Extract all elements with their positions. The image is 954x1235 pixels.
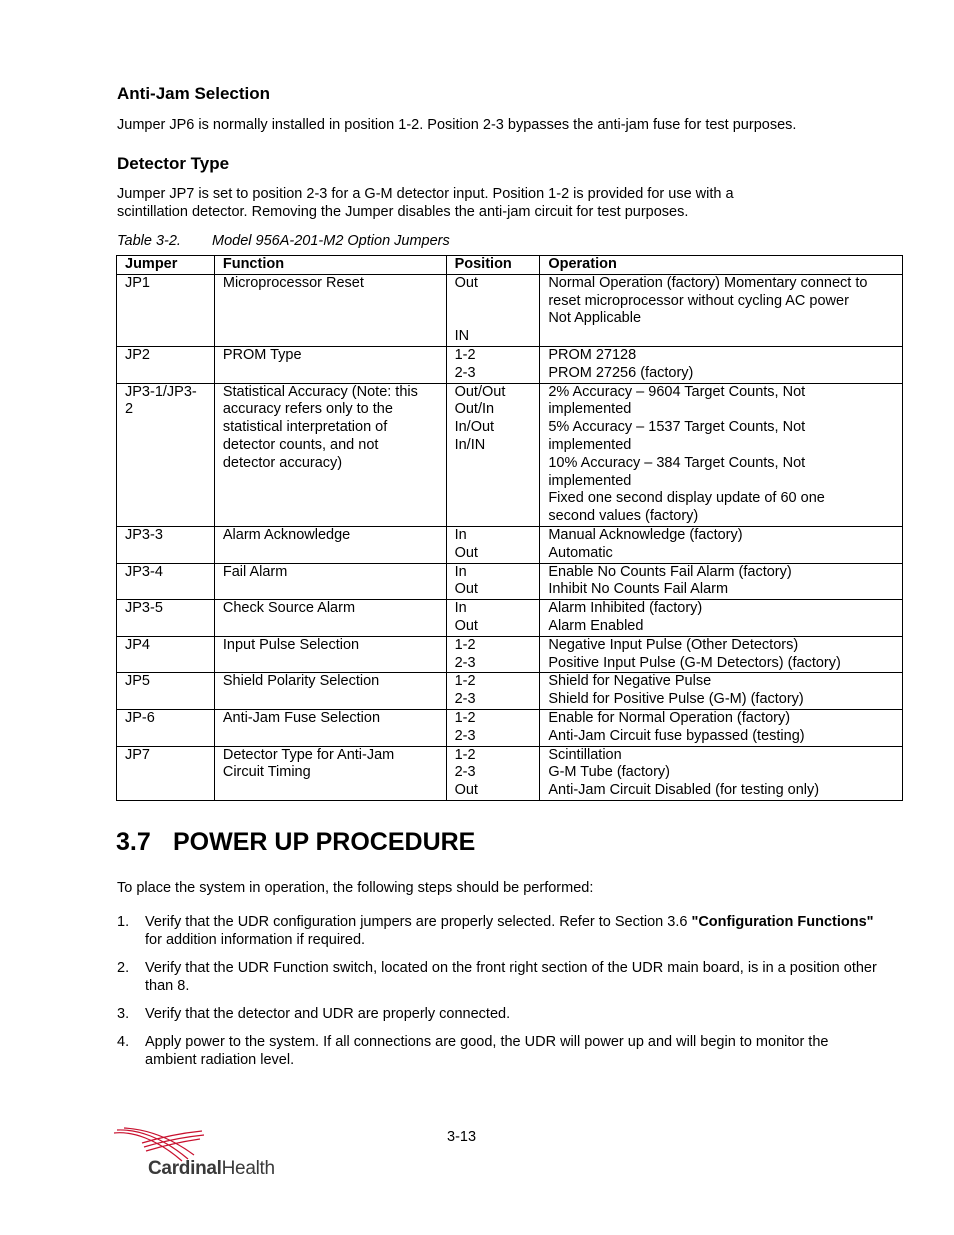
operation-line: Shield for Positive Pulse (G-M) (factory): [548, 691, 804, 708]
cell-position: [446, 673, 540, 710]
section-number: 3.7: [116, 828, 151, 856]
cell-position: [446, 526, 540, 563]
cell-position: [446, 636, 540, 673]
operation-line: 10% Accuracy – 384 Target Counts, Not: [548, 454, 806, 471]
position-line: In: [454, 600, 467, 617]
cell-position: [446, 346, 540, 383]
step-reference: "Configuration Functions": [691, 914, 874, 930]
power-up-intro: To place the system in operation, the following steps should be performed:: [117, 880, 594, 896]
detector-type-heading: Detector Type: [117, 154, 230, 173]
cell-position: [446, 274, 540, 346]
cell-function: [214, 563, 446, 600]
operation-line: 2% Accuracy – 9604 Target Counts, Not: [548, 383, 806, 400]
table-row: [117, 709, 903, 746]
operation-line: implemented: [548, 436, 632, 453]
function-line: Anti-Jam Fuse Selection: [222, 709, 381, 726]
cell-function: [214, 346, 446, 383]
step-text: Apply power to the system. If all connections are good, the UDR will power up and will begin to monitor the ambient radiation level.: [145, 1034, 829, 1068]
function-line: Input Pulse Selection: [222, 636, 360, 653]
cell-operation: [540, 383, 903, 526]
operation-line: Normal Operation (factory) Momentary connect to: [548, 274, 868, 291]
step-item: [117, 913, 877, 949]
operation-line: reset microprocessor without cycling AC power: [548, 292, 849, 309]
cell-position: [446, 746, 540, 800]
table-row: [117, 600, 903, 637]
step-text: Verify that the UDR Function switch, located on the front right section of the UDR main board, is in a position other than 8.: [145, 960, 877, 994]
position-line: In/Out: [454, 419, 495, 436]
position-line: Out/In: [454, 401, 495, 418]
function-line: Fail Alarm: [222, 563, 288, 580]
table-row: [117, 526, 903, 563]
function-line: Alarm Acknowledge: [222, 526, 351, 543]
step-text: Verify that the UDR configuration jumpers are properly selected. Refer to Section 3.6: [145, 914, 692, 930]
operation-line: Shield for Negative Pulse: [548, 673, 712, 690]
cell-function: [214, 600, 446, 637]
operation-line: Negative Input Pulse (Other Detectors): [548, 636, 799, 653]
section-heading: POWER UP PROCEDURE: [173, 828, 476, 856]
jumper-line: JP3-1/JP3-: [125, 383, 197, 400]
position-line: 1-2: [454, 709, 476, 726]
position-line: 2-3: [454, 654, 476, 671]
cell-operation: [540, 346, 903, 383]
step-item: [117, 1033, 877, 1069]
detector-type-text-line2: scintillation detector. Removing the Jumper disables the anti-jam circuit for test purposes.: [117, 204, 689, 220]
table-caption-title: Model 956A-201-M2 Option Jumpers: [212, 233, 450, 249]
step-number: 1.: [117, 914, 130, 930]
position-line: 1-2: [454, 636, 476, 653]
header-function: Function: [214, 256, 446, 275]
cell-operation: [540, 673, 903, 710]
jumper-line: JP2: [125, 346, 150, 363]
cell-jumper: [117, 346, 215, 383]
cell-function: [214, 673, 446, 710]
function-line: Microprocessor Reset: [222, 274, 364, 291]
step-text: Verify that the detector and UDR are properly connected.: [145, 1006, 511, 1022]
jumper-line: JP1: [125, 274, 150, 291]
jumper-line: JP4: [125, 636, 150, 653]
table-header-row: [117, 256, 903, 275]
operation-line: PROM 27128: [548, 346, 637, 363]
logo-wordmark: [148, 1158, 275, 1180]
position-line: In: [454, 526, 467, 543]
table-row: [117, 383, 903, 526]
cell-function: [214, 746, 446, 800]
cell-jumper: [117, 600, 215, 637]
jumper-line: JP3-4: [125, 563, 163, 580]
cell-function: [214, 709, 446, 746]
header-jumper: Jumper: [117, 256, 215, 275]
cell-operation: [540, 636, 903, 673]
cell-function: [214, 636, 446, 673]
position-line: 2-3: [454, 764, 476, 781]
cell-operation: [540, 563, 903, 600]
function-line: Check Source Alarm: [222, 600, 356, 617]
function-line: Detector Type for Anti-Jam: [222, 746, 395, 763]
step-number: 3.: [117, 1006, 130, 1022]
header-position: Position: [446, 256, 540, 275]
operation-line: Anti-Jam Circuit Disabled (for testing only): [548, 782, 820, 799]
position-line: Out/Out: [454, 383, 506, 400]
step-item: [117, 959, 877, 995]
step-item: [117, 1005, 877, 1023]
operation-line: Positive Input Pulse (G-M Detectors) (factory): [548, 654, 841, 671]
section-title: [116, 828, 475, 857]
anti-jam-heading: Anti-Jam Selection: [117, 84, 271, 103]
operation-line: Automatic: [548, 544, 613, 561]
position-line: 1-2: [454, 673, 476, 690]
header-operation: Operation: [540, 256, 903, 275]
position-line: Out: [454, 782, 478, 799]
position-line: In/IN: [454, 436, 486, 453]
position-line: [455, 293, 534, 311]
logo-text-bold: Cardinal: [148, 1158, 222, 1179]
logo-text-light: Health: [221, 1158, 275, 1179]
cell-operation: [540, 746, 903, 800]
position-line: 1-2: [454, 346, 476, 363]
table-row: [117, 563, 903, 600]
cell-function: [214, 274, 446, 346]
step-number: 4.: [117, 1034, 130, 1050]
step-text-tail: for addition information if required.: [145, 932, 366, 948]
operation-line: Enable for Normal Operation (factory): [548, 709, 791, 726]
table-caption-number: Table 3-2.: [117, 233, 181, 249]
anti-jam-text: Jumper JP6 is normally installed in position 1-2. Position 2-3 bypasses the anti-jam fuse for test purposes.: [117, 117, 797, 133]
cell-jumper: [117, 636, 215, 673]
function-line: PROM Type: [222, 346, 302, 363]
operation-line: Not Applicable: [548, 310, 642, 327]
function-line: Statistical Accuracy (Note: this: [222, 383, 418, 400]
function-line: accuracy refers only to the: [222, 401, 393, 418]
position-line: 2-3: [454, 691, 476, 708]
jumper-line: JP5: [125, 673, 150, 690]
position-line: 2-3: [454, 727, 476, 744]
cell-jumper: [117, 563, 215, 600]
cell-operation: [540, 526, 903, 563]
cell-position: [446, 600, 540, 637]
operation-line: implemented: [548, 401, 632, 418]
position-line: [455, 310, 534, 328]
position-line: Out: [454, 617, 478, 634]
cell-position: [446, 563, 540, 600]
operation-line: Enable No Counts Fail Alarm (factory): [548, 563, 792, 580]
operation-line: Alarm Enabled: [548, 617, 644, 634]
cell-jumper: [117, 274, 215, 346]
operation-line: Anti-Jam Circuit fuse bypassed (testing): [548, 727, 805, 744]
position-line: Out: [454, 544, 478, 561]
operation-line: second values (factory): [548, 508, 699, 525]
jumper-line: JP3-5: [125, 600, 163, 617]
operation-line: 5% Accuracy – 1537 Target Counts, Not: [548, 419, 806, 436]
cell-jumper: [117, 526, 215, 563]
operation-line: Fixed one second display update of 60 one: [548, 490, 825, 507]
position-line: 2-3: [454, 364, 476, 381]
cell-jumper: [117, 383, 215, 526]
table-row: [117, 746, 903, 800]
operation-line: Inhibit No Counts Fail Alarm: [548, 581, 729, 598]
step-number: 2.: [117, 960, 130, 976]
jumper-line: JP3-3: [125, 526, 163, 543]
position-line: In: [454, 563, 467, 580]
cell-jumper: [117, 673, 215, 710]
operation-line: PROM 27256 (factory): [548, 364, 694, 381]
table-row: [117, 673, 903, 710]
detector-type-text-line1: Jumper JP7 is set to position 2-3 for a G-M detector input. Position 1-2 is provided for use with a: [117, 186, 734, 202]
operation-line: Alarm Inhibited (factory): [548, 600, 703, 617]
table-caption: [117, 233, 450, 249]
option-jumpers-table: [116, 255, 903, 801]
table-row: [117, 346, 903, 383]
operation-line: implemented: [548, 472, 632, 489]
jumper-line: 2: [125, 401, 134, 418]
function-line: Circuit Timing: [222, 764, 311, 781]
position-line: Out: [454, 581, 478, 598]
table-body: [117, 274, 903, 800]
operation-line: Scintillation: [548, 746, 622, 763]
table-row: [117, 274, 903, 346]
position-line: 1-2: [454, 746, 476, 763]
position-line: Out: [454, 274, 478, 291]
cell-operation: [540, 600, 903, 637]
cell-jumper: [117, 746, 215, 800]
table-row: [117, 636, 903, 673]
cell-operation: [540, 274, 903, 346]
cell-function: [214, 526, 446, 563]
function-line: statistical interpretation of: [222, 419, 388, 436]
position-line: IN: [454, 328, 470, 345]
cell-position: [446, 709, 540, 746]
cell-position: [446, 383, 540, 526]
page-number: 3-13: [447, 1129, 477, 1145]
operation-line: Manual Acknowledge (factory): [548, 526, 743, 543]
function-line: Shield Polarity Selection: [222, 673, 380, 690]
cardinal-health-logo: [112, 1125, 275, 1185]
operation-line: G-M Tube (factory): [548, 764, 670, 781]
power-up-steps: [117, 913, 877, 1079]
function-line: detector counts, and not: [222, 436, 379, 453]
jumper-line: JP-6: [125, 709, 155, 726]
jumper-line: JP7: [125, 746, 150, 763]
cell-operation: [540, 709, 903, 746]
cell-jumper: [117, 709, 215, 746]
function-line: detector accuracy): [222, 454, 343, 471]
cell-function: [214, 383, 446, 526]
